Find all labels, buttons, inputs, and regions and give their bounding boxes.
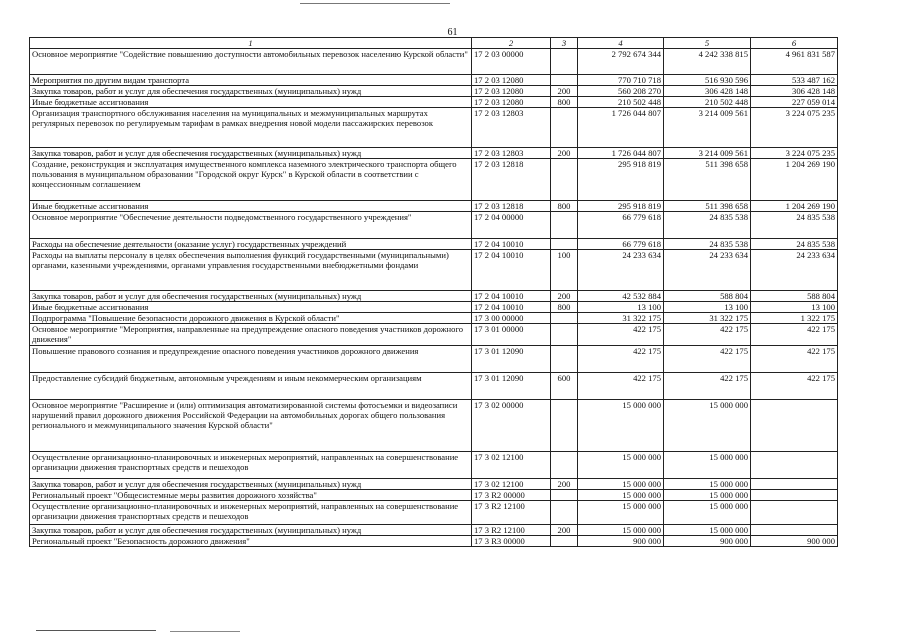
row-amount-cell: 422 175 — [751, 324, 838, 346]
row-amount-cell: 15 000 000 — [664, 525, 751, 536]
row-amount-cell: 770 710 718 — [578, 75, 664, 86]
row-amount-cell: 15 000 000 — [664, 400, 751, 452]
row-name-cell: Закупка товаров, работ и услуг для обеспечения государственных (муниципальных) нужд — [30, 86, 472, 97]
row-amount-cell: 3 214 009 561 — [664, 148, 751, 159]
table-row — [30, 525, 838, 536]
row-expense-type-cell — [551, 313, 578, 324]
table-row — [30, 86, 838, 97]
row-name-cell: Мероприятия по другим видам транспорта — [30, 75, 472, 86]
column-header: 3 — [551, 38, 578, 49]
row-amount-cell: 31 322 175 — [578, 313, 664, 324]
row-code-cell: 17 3 02 12100 — [472, 452, 551, 479]
table-row — [30, 373, 838, 400]
row-code-cell: 17 2 04 00000 — [472, 212, 551, 239]
row-expense-type-cell — [551, 452, 578, 479]
row-code-cell: 17 2 04 10010 — [472, 291, 551, 302]
row-code-cell: 17 3 02 00000 — [472, 400, 551, 452]
row-amount-cell: 15 000 000 — [578, 452, 664, 479]
row-amount-cell: 15 000 000 — [578, 490, 664, 501]
row-name-cell: Основное мероприятие "Содействие повышению доступности автомобильных перевозок населению Курской области" — [30, 49, 472, 75]
row-expense-type-cell — [551, 108, 578, 148]
row-amount-cell: 3 224 075 235 — [751, 108, 838, 148]
row-amount-cell: 3 214 009 561 — [664, 108, 751, 148]
row-name-cell: Основное мероприятие "Обеспечение деятельности подведомственного государственного учреждения" — [30, 212, 472, 239]
bottom-rule — [170, 631, 240, 632]
row-code-cell: 17 3 R3 00000 — [472, 536, 551, 547]
row-amount-cell — [751, 501, 838, 525]
table-row — [30, 400, 838, 452]
row-name-cell: Иные бюджетные ассигнования — [30, 302, 472, 313]
row-amount-cell: 588 804 — [664, 291, 751, 302]
row-name-cell: Региональный проект "Общесистемные меры развития дорожного хозяйства" — [30, 490, 472, 501]
row-name-cell: Основное мероприятие "Расширение и (или) оптимизация автоматизированной системы фотосъемки и видеозаписи нарушений правил дорожного движения Российской Федерации на автомобильных дорогах общего пользования регионального и межмуниципального значения Курской области" — [30, 400, 472, 452]
row-amount-cell: 13 100 — [664, 302, 751, 313]
row-expense-type-cell — [551, 501, 578, 525]
table-row — [30, 212, 838, 239]
row-expense-type-cell — [551, 346, 578, 373]
row-code-cell: 17 2 03 12818 — [472, 201, 551, 212]
row-amount-cell: 295 918 819 — [578, 159, 664, 201]
row-amount-cell: 306 428 148 — [664, 86, 751, 97]
row-amount-cell: 24 233 634 — [578, 250, 664, 291]
row-amount-cell: 511 398 658 — [664, 159, 751, 201]
budget-table — [29, 37, 838, 547]
row-amount-cell: 24 233 634 — [664, 250, 751, 291]
row-code-cell: 17 3 R2 00000 — [472, 490, 551, 501]
row-name-cell: Осуществление организационно-планировочных и инженерных мероприятий, направленных на совершенствование организации движения транспортных средств и пешеходов — [30, 501, 472, 525]
row-amount-cell: 210 502 448 — [578, 97, 664, 108]
row-code-cell: 17 2 04 10010 — [472, 302, 551, 313]
row-amount-cell: 66 779 618 — [578, 239, 664, 250]
row-expense-type-cell — [551, 490, 578, 501]
row-expense-type-cell — [551, 212, 578, 239]
row-name-cell: Расходы на обеспечение деятельности (оказание услуг) государственных учреждений — [30, 239, 472, 250]
row-amount-cell — [751, 452, 838, 479]
row-amount-cell — [751, 400, 838, 452]
table-row — [30, 239, 838, 250]
table-body — [30, 49, 838, 547]
table-row — [30, 452, 838, 479]
row-expense-type-cell — [551, 400, 578, 452]
row-code-cell: 17 3 R2 12100 — [472, 525, 551, 536]
column-header: 6 — [751, 38, 838, 49]
row-amount-cell: 1 204 269 190 — [751, 159, 838, 201]
row-amount-cell: 15 000 000 — [664, 501, 751, 525]
table-row — [30, 302, 838, 313]
table-row — [30, 490, 838, 501]
row-amount-cell: 1 726 044 807 — [578, 148, 664, 159]
row-amount-cell: 2 792 674 344 — [578, 49, 664, 75]
table-row — [30, 291, 838, 302]
row-code-cell: 17 2 03 00000 — [472, 49, 551, 75]
row-amount-cell: 422 175 — [751, 373, 838, 400]
row-code-cell: 17 3 01 12090 — [472, 346, 551, 373]
row-code-cell: 17 3 00 00000 — [472, 313, 551, 324]
row-code-cell: 17 2 03 12803 — [472, 148, 551, 159]
row-name-cell: Предоставление субсидий бюджетным, автономным учреждениям и иным некоммерческим организациям — [30, 373, 472, 400]
row-name-cell: Закупка товаров, работ и услуг для обеспечения государственных (муниципальных) нужд — [30, 148, 472, 159]
row-amount-cell: 15 000 000 — [578, 501, 664, 525]
row-code-cell: 17 2 03 12080 — [472, 86, 551, 97]
top-rule — [300, 3, 450, 4]
column-header: 1 — [30, 38, 472, 49]
row-amount-cell: 15 000 000 — [664, 490, 751, 501]
row-code-cell: 17 2 04 10010 — [472, 250, 551, 291]
row-name-cell: Закупка товаров, работ и услуг для обеспечения государственных (муниципальных) нужд — [30, 291, 472, 302]
row-amount-cell: 4 242 338 815 — [664, 49, 751, 75]
table-row — [30, 49, 838, 75]
table-row — [30, 250, 838, 291]
table-row — [30, 159, 838, 201]
row-amount-cell: 24 835 538 — [751, 239, 838, 250]
table-row — [30, 346, 838, 373]
row-name-cell: Повышение правового сознания и предупреждение опасного поведения участников дорожного движения — [30, 346, 472, 373]
row-amount-cell: 295 918 819 — [578, 201, 664, 212]
row-code-cell: 17 2 03 12818 — [472, 159, 551, 201]
row-amount-cell — [751, 490, 838, 501]
row-name-cell: Расходы на выплаты персоналу в целях обеспечения выполнения функций государственными (муниципальными) органами, казенными учреждениями, органами управления государственными внебюджетными фондами — [30, 250, 472, 291]
table-row — [30, 108, 838, 148]
row-expense-type-cell: 200 — [551, 525, 578, 536]
row-amount-cell: 15 000 000 — [578, 479, 664, 490]
row-name-cell: Региональный проект "Безопасность дорожного движения" — [30, 536, 472, 547]
table-row — [30, 75, 838, 86]
table-row — [30, 148, 838, 159]
row-amount-cell: 422 175 — [751, 346, 838, 373]
table-row — [30, 324, 838, 346]
row-name-cell: Иные бюджетные ассигнования — [30, 97, 472, 108]
row-amount-cell: 13 100 — [578, 302, 664, 313]
row-code-cell: 17 3 R2 12100 — [472, 501, 551, 525]
row-name-cell: Подпрограмма "Повышение безопасности дорожного движения в Курской области" — [30, 313, 472, 324]
row-expense-type-cell — [551, 75, 578, 86]
row-amount-cell: 422 175 — [578, 346, 664, 373]
row-amount-cell: 42 532 884 — [578, 291, 664, 302]
row-amount-cell — [751, 525, 838, 536]
row-amount-cell: 306 428 148 — [751, 86, 838, 97]
row-amount-cell — [751, 479, 838, 490]
row-amount-cell: 4 961 831 587 — [751, 49, 838, 75]
row-name-cell: Основное мероприятие "Мероприятия, направленные на предупреждение опасного поведения участников дорожного движения" — [30, 324, 472, 346]
row-code-cell: 17 2 03 12080 — [472, 97, 551, 108]
row-expense-type-cell: 600 — [551, 373, 578, 400]
row-amount-cell: 210 502 448 — [664, 97, 751, 108]
row-amount-cell: 1 204 269 190 — [751, 201, 838, 212]
row-expense-type-cell: 200 — [551, 148, 578, 159]
row-expense-type-cell — [551, 159, 578, 201]
row-expense-type-cell: 800 — [551, 97, 578, 108]
row-code-cell: 17 2 04 10010 — [472, 239, 551, 250]
row-code-cell: 17 3 01 12090 — [472, 373, 551, 400]
row-amount-cell: 422 175 — [664, 324, 751, 346]
bottom-rule — [36, 630, 156, 631]
page-number: 61 — [447, 27, 458, 38]
row-amount-cell: 3 224 075 235 — [751, 148, 838, 159]
row-amount-cell: 422 175 — [664, 373, 751, 400]
row-amount-cell: 422 175 — [578, 373, 664, 400]
row-amount-cell: 1 726 044 807 — [578, 108, 664, 148]
row-amount-cell: 422 175 — [578, 324, 664, 346]
row-amount-cell: 1 322 175 — [751, 313, 838, 324]
row-amount-cell: 900 000 — [578, 536, 664, 547]
row-amount-cell: 422 175 — [664, 346, 751, 373]
row-amount-cell: 24 835 538 — [664, 212, 751, 239]
row-expense-type-cell: 100 — [551, 250, 578, 291]
column-header: 5 — [664, 38, 751, 49]
row-code-cell: 17 3 01 00000 — [472, 324, 551, 346]
row-amount-cell: 533 487 162 — [751, 75, 838, 86]
row-amount-cell: 588 804 — [751, 291, 838, 302]
row-name-cell: Закупка товаров, работ и услуг для обеспечения государственных (муниципальных) нужд — [30, 479, 472, 490]
row-amount-cell: 24 233 634 — [751, 250, 838, 291]
row-amount-cell: 66 779 618 — [578, 212, 664, 239]
table-row — [30, 97, 838, 108]
row-code-cell: 17 2 03 12803 — [472, 108, 551, 148]
table-row — [30, 501, 838, 525]
row-amount-cell: 15 000 000 — [578, 400, 664, 452]
row-name-cell: Закупка товаров, работ и услуг для обеспечения государственных (муниципальных) нужд — [30, 525, 472, 536]
row-amount-cell: 13 100 — [751, 302, 838, 313]
row-expense-type-cell — [551, 536, 578, 547]
row-amount-cell: 900 000 — [664, 536, 751, 547]
row-amount-cell: 560 208 270 — [578, 86, 664, 97]
row-name-cell: Осуществление организационно-планировочных и инженерных мероприятий, направленных на совершенствование организации движения транспортных средств и пешеходов — [30, 452, 472, 479]
table-row — [30, 536, 838, 547]
table-row — [30, 201, 838, 212]
row-amount-cell: 227 059 014 — [751, 97, 838, 108]
row-amount-cell: 24 835 538 — [751, 212, 838, 239]
row-name-cell: Организация транспортного обслуживания населения на муниципальных и межмуниципальных маршрутах регулярных перевозок по регулируемым тарифам в рамках внедрения новой модели пассажирских перевозок — [30, 108, 472, 148]
row-code-cell: 17 3 02 12100 — [472, 479, 551, 490]
row-amount-cell: 900 000 — [751, 536, 838, 547]
row-expense-type-cell — [551, 239, 578, 250]
row-expense-type-cell — [551, 324, 578, 346]
row-amount-cell: 511 398 658 — [664, 201, 751, 212]
row-expense-type-cell: 800 — [551, 302, 578, 313]
row-expense-type-cell: 200 — [551, 291, 578, 302]
table-row — [30, 313, 838, 324]
row-amount-cell: 31 322 175 — [664, 313, 751, 324]
column-header: 4 — [578, 38, 664, 49]
row-amount-cell: 516 930 596 — [664, 75, 751, 86]
table-header-row — [30, 38, 838, 49]
row-expense-type-cell: 800 — [551, 201, 578, 212]
column-header: 2 — [472, 38, 551, 49]
row-amount-cell: 24 835 538 — [664, 239, 751, 250]
row-name-cell: Создание, реконструкция и эксплуатация имущественного комплекса наземного электрического транспорта общего пользования в муниципальном образовании "Городской округ Курск" в Курской области в соответствии с концессионным соглашением — [30, 159, 472, 201]
row-name-cell: Иные бюджетные ассигнования — [30, 201, 472, 212]
row-expense-type-cell — [551, 49, 578, 75]
row-code-cell: 17 2 03 12080 — [472, 75, 551, 86]
table-row — [30, 479, 838, 490]
row-expense-type-cell: 200 — [551, 479, 578, 490]
row-amount-cell: 15 000 000 — [664, 452, 751, 479]
row-amount-cell: 15 000 000 — [578, 525, 664, 536]
row-expense-type-cell: 200 — [551, 86, 578, 97]
row-amount-cell: 15 000 000 — [664, 479, 751, 490]
